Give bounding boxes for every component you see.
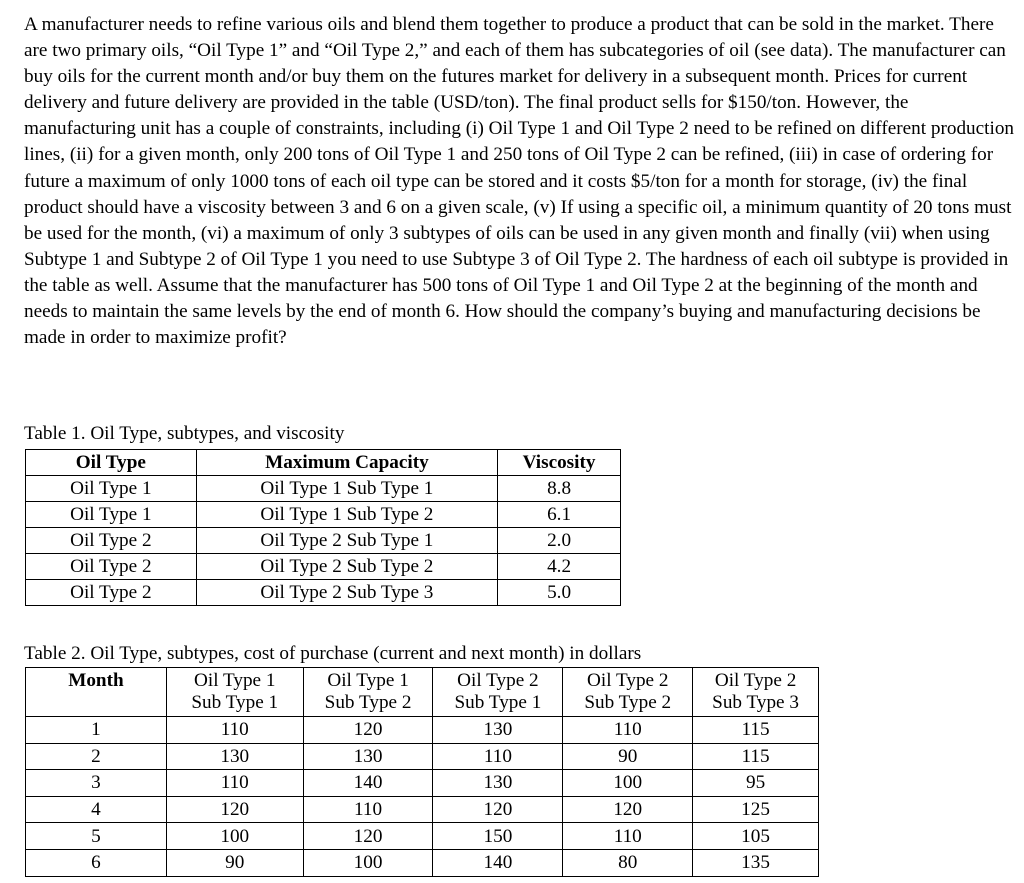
table2-cell: 110 [303,796,433,823]
header-line1: Month [68,670,124,691]
table1-cell: 6.1 [498,502,621,528]
table1-cell: 2.0 [498,528,621,554]
table-row [26,476,621,502]
header-line1: Oil Type 2 [714,670,797,691]
table1-cell: Oil Type 1 [26,502,197,528]
table1-cell: Oil Type 2 Sub Type 3 [196,580,497,606]
table-row [26,502,621,528]
table1-cell: 8.8 [498,476,621,502]
header-line1: Oil Type 2 [587,670,669,691]
table2-cell: 130 [303,743,433,770]
header-line2: Sub Type 3 [712,692,799,713]
table2-cell: 90 [563,743,693,770]
table1-header-max-capacity: Maximum Capacity [196,450,497,476]
table1-header-row [26,450,621,476]
table2-cell: 130 [433,770,563,797]
table2-header-month [26,668,167,717]
table2-cell: 110 [166,717,303,744]
table-row [26,823,819,850]
header-line1: Oil Type 2 [457,670,539,691]
table2-cell: 4 [26,796,167,823]
table2-cell: 115 [693,717,819,744]
table1-cell: 5.0 [498,580,621,606]
table2-header-row [26,668,819,717]
table2-cell: 100 [563,770,693,797]
table1-cell: Oil Type 2 [26,554,197,580]
table2-cell: 135 [693,849,819,876]
table2-cell: 120 [166,796,303,823]
table-row [26,717,819,744]
table2-cell: 110 [563,717,693,744]
table2-cell: 5 [26,823,167,850]
table2-cell: 150 [433,823,563,850]
header-line2: Sub Type 2 [324,692,412,713]
table2-cell: 90 [166,849,303,876]
table2-cell: 140 [433,849,563,876]
problem-statement: A manufacturer needs to refine various oils and blend them together to produce a product that can be sold in the market. There are two primary oils, “Oil Type 1” and “Oil Type 2,” and each of them has subcategories of oil (see data). The manufacturer can buy oils for the current month and/or buy them on the futures market for delivery in a subsequent month. Prices for current delivery and future delivery are provided in the table (USD/ton). The final product sells for $150/ton. However, the manufacturing unit has a couple of constraints, including (i) Oil Type 1 and Oil Type 2 need to be refined on different production lines, (ii) for a given month, only 200 tons of Oil Type 1 and 250 tons of Oil Type 2 can be refined, (iii) in case of ordering for future a maximum of only 1000 tons of each oil type can be stored and it costs $5/ton for a month for storage, (iv) the final product should have a viscosity between 3 and 6 on a given scale, (v) If using a specific oil, a minimum quantity of 20 tons must be used for the month, (vi) a maximum of only 3 subtypes of oils can be used in any given month and finally (vii) when using Subtype 1 and Subtype 2 of Oil Type 1 you need to use Subtype 3 of Oil Type 2. The hardness of each oil subtype is provided in the table as well. Assume that the manufacturer has 500 tons of Oil Type 1 and Oil Type 2 at the beginning of the month and needs to maintain the same levels by the end of month 6. How should the company’s buying and manufacturing decisions be made in order to maximize profit? [24,14,1015,349]
table2-cell: 140 [303,770,433,797]
table2-cell: 100 [303,849,433,876]
table2-cell: 95 [693,770,819,797]
table1-cell: Oil Type 1 Sub Type 2 [196,502,497,528]
table2-cell: 1 [26,717,167,744]
table2-cell: 120 [433,796,563,823]
table1-cell: 4.2 [498,554,621,580]
header-line1: Oil Type 1 [194,670,276,691]
table2-purchase-cost [25,667,819,877]
table2-cell: 110 [166,770,303,797]
table2-header [166,668,303,717]
table2-cell: 80 [563,849,693,876]
table-row [26,554,621,580]
table2-cell: 100 [166,823,303,850]
table2-header [563,668,693,717]
header-line2: Sub Type 2 [584,692,672,713]
table2-cell: 110 [433,743,563,770]
header-line1: Oil Type 1 [327,670,409,691]
table1-caption: Table 1. Oil Type, subtypes, and viscosity [24,423,345,444]
header-line2: Sub Type 1 [454,692,542,713]
table2-header [693,668,819,717]
table-row [26,796,819,823]
table1-cell: Oil Type 2 Sub Type 2 [196,554,497,580]
table1-cell: Oil Type 2 [26,580,197,606]
table2-cell: 115 [693,743,819,770]
table2-cell: 130 [166,743,303,770]
table-row [26,770,819,797]
table2-cell: 125 [693,796,819,823]
table2-cell: 120 [303,823,433,850]
table2-header [433,668,563,717]
table2-cell: 120 [303,717,433,744]
table-row [26,849,819,876]
table2-caption: Table 2. Oil Type, subtypes, cost of purchase (current and next month) in dollars [24,643,642,664]
table1-cell: Oil Type 1 [26,476,197,502]
table1-cell: Oil Type 2 Sub Type 1 [196,528,497,554]
header-line2: Sub Type 1 [191,692,279,713]
table2-cell: 6 [26,849,167,876]
table2-cell: 3 [26,770,167,797]
table-row [26,580,621,606]
table-row [26,528,621,554]
table1-cell: Oil Type 2 [26,528,197,554]
table2-cell: 110 [563,823,693,850]
table1-cell: Oil Type 1 Sub Type 1 [196,476,497,502]
table1-header-viscosity: Viscosity [498,450,621,476]
table2-cell: 2 [26,743,167,770]
table1-oil-viscosity [25,449,621,606]
table2-header [303,668,433,717]
table2-cell: 120 [563,796,693,823]
table-row [26,743,819,770]
table2-cell: 105 [693,823,819,850]
table2-cell: 130 [433,717,563,744]
table1-header-oil-type: Oil Type [26,450,197,476]
